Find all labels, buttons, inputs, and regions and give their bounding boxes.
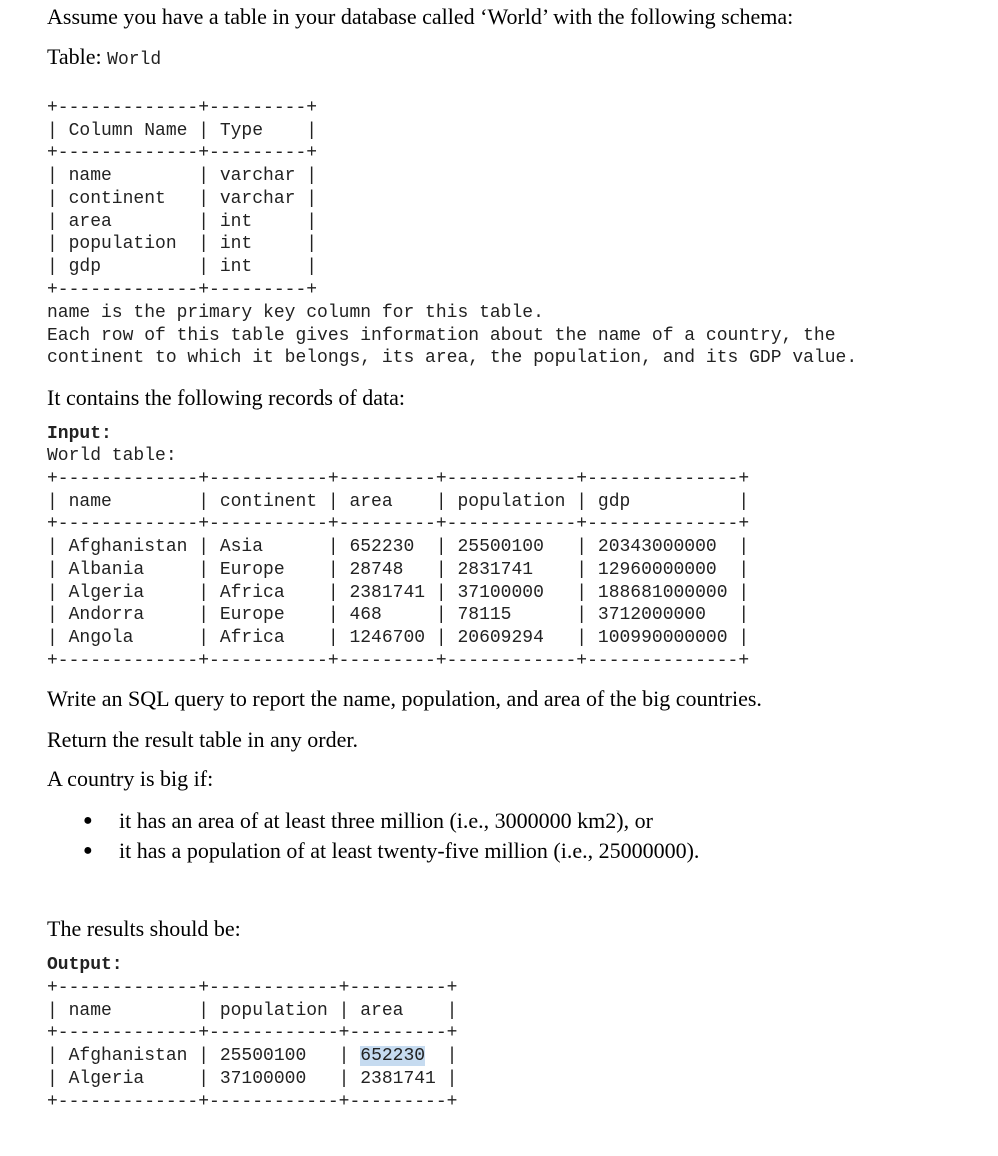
schema-row: | name | varchar | — [47, 166, 318, 187]
input-row: | Angola | Africa | 1246700 | 20609294 | 100990000000 | — [47, 627, 750, 648]
input-label: Input: — [47, 424, 112, 444]
criteria-item: ● it has an area of at least three million (i.e., 3000000 km2), or — [47, 806, 699, 836]
input-border-mid: +-------------+-----------+---------+------------+--------------+ — [47, 514, 750, 535]
output-cell-text: | — [425, 1046, 458, 1067]
input-row: | Andorra | Europe | 468 | 78115 | 3712000000 | — [47, 605, 750, 626]
schema-table — [47, 97, 317, 301]
schema-note: name is the primary key column for this table. — [47, 303, 544, 323]
schema-border-top: +-------------+---------+ — [47, 98, 318, 118]
output-label: Output: — [47, 955, 123, 975]
input-border-top: +-------------+-----------+---------+------------+--------------+ — [47, 469, 750, 489]
output-border-bottom: +-------------+------------+---------+ — [47, 1091, 458, 1112]
schema-border-bottom: +-------------+---------+ — [47, 279, 318, 300]
output-row — [47, 1045, 457, 1068]
input-table — [47, 468, 749, 672]
table-label-prefix: Table: — [47, 44, 102, 69]
input-row: | Albania | Europe | 28748 | 2831741 | 12960000000 | — [47, 559, 750, 580]
schema-row: | area | int | — [47, 211, 318, 232]
schema-header: | Column Name | Type | — [47, 120, 318, 141]
input-row: | Algeria | Africa | 2381741 | 37100000 | 188681000000 | — [47, 582, 750, 603]
task-line-1: Write an SQL query to report the name, population, and area of the big countries. — [47, 686, 762, 711]
output-header: | name | population | area | — [47, 1000, 458, 1021]
schema-row: | gdp | int | — [47, 256, 318, 277]
input-row: | Afghanistan | Asia | 652230 | 25500100 | 20343000000 | — [47, 537, 750, 558]
output-border-mid: +-------------+------------+---------+ — [47, 1023, 458, 1044]
output-row: | Algeria | 37100000 | 2381741 | — [47, 1068, 458, 1089]
input-header: | name | continent | area | population | gdp | — [47, 491, 750, 512]
criteria-item: ● it has a population of at least twenty-five million (i.e., 25000000). — [47, 836, 699, 866]
schema-notes — [47, 302, 857, 370]
records-intro: It contains the following records of data: — [47, 385, 406, 410]
intro-text: Assume you have a table in your database called ‘World’ with the following schema: — [47, 4, 794, 29]
schema-row: | continent | varchar | — [47, 188, 318, 209]
task-line-2: Return the result table in any order. — [47, 727, 358, 752]
results-intro: The results should be: — [47, 916, 241, 941]
input-table-caption: World table: — [47, 446, 177, 466]
table-label — [47, 44, 161, 73]
input-border-bottom: +-------------+-----------+---------+------------+--------------+ — [47, 650, 750, 671]
criteria-list — [47, 806, 699, 866]
selected-text-highlight[interactable]: 652230 — [360, 1046, 426, 1067]
output-table — [47, 977, 457, 1113]
schema-border-mid: +-------------+---------+ — [47, 143, 318, 164]
schema-row: | population | int | — [47, 234, 318, 255]
table-name: World — [107, 50, 162, 70]
schema-note: continent to which it belongs, its area, the population, and its GDP value. — [47, 348, 858, 369]
schema-note: Each row of this table gives information about the name of a country, the — [47, 325, 836, 346]
output-border-top: +-------------+------------+---------+ — [47, 978, 458, 998]
task-line-3: A country is big if: — [47, 766, 214, 791]
output-cell-text: | Afghanistan | 25500100 | — [47, 1046, 361, 1067]
